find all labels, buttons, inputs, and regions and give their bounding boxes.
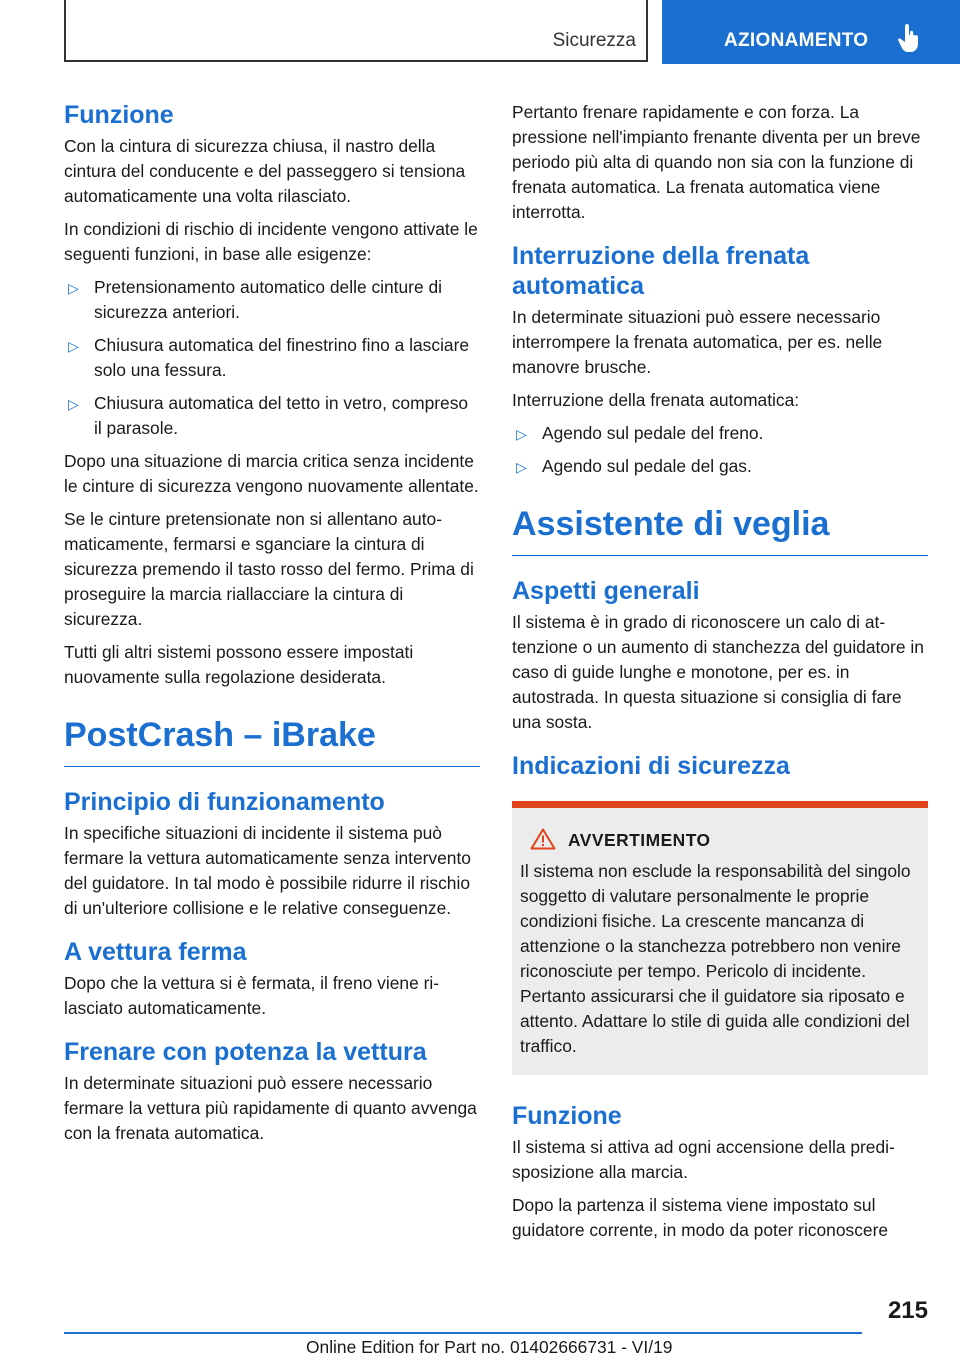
left-column: [64, 100, 480, 1146]
section-heading: Principio di funzionamento: [64, 788, 385, 816]
bullet-triangle-icon: ▷: [516, 459, 527, 475]
paragraph: Se le cinture pretensionate non si allentano automaticamente, fermarsi e sganciare la cintura di sicurezza premendo il tasto rosso del fermo. Prima di proseguire la marcia riallacciare la cintura di sicurezza.: [64, 509, 474, 629]
chapter-tab[interactable]: [662, 0, 960, 64]
paragraph: In determinate situazioni può essere necessario interrompere la frenata automatica, per es. nelle manovre brusche.: [512, 307, 883, 377]
bullet-triangle-icon: ▷: [516, 426, 527, 442]
chapter-tab-label: AZIONAMENTO: [724, 30, 869, 51]
section-title: Sicurezza: [552, 30, 636, 51]
hand-pointer-icon: [898, 24, 920, 52]
edition-note: Online Edition for Part no. 01402666731 - VI/19: [306, 1337, 673, 1357]
chapter-heading: PostCrash – iBrake: [64, 714, 480, 767]
warning-title: AVVERTIMENTO: [520, 830, 920, 851]
header-box: [64, 0, 648, 62]
paragraph: In condizioni di rischio di incidente vengono attivate le seguenti funzioni, in base alle esigenze:: [64, 219, 478, 264]
paragraph: In specifiche situazioni di incidente il sistema può fermare la vettura automaticamente senza intervento del guidatore. In tal modo è possibile ridurre il rischio di un'ulteriore collisione e le relative conseguenze.: [64, 823, 471, 918]
list-item: ▷ Agendo sul pedale del freno.: [512, 421, 928, 446]
list-item: ▷ Chiusura automatica del tetto in vetro, compreso il parasole.: [68, 393, 469, 438]
paragraph: In determinate situazioni può essere necessario fermare la vettura più rapidamente di quanto avvenga con la frenata automatica.: [64, 1073, 477, 1143]
paragraph: Il sistema si attiva ad ogni accensione della predisposizione alla marcia.: [512, 1137, 895, 1182]
bullet-triangle-icon: ▷: [68, 338, 79, 354]
list-item: ▷ Chiusura automatica del finestrino fino a lasciare solo una fessura.: [68, 335, 470, 380]
paragraph: Pertanto frenare rapidamente e con forza. La pressione nell'impianto frenante diventa per un breve periodo più alta di quando non sia con la funzione di frenata automatica. La frenata automatica viene interrotta.: [512, 102, 921, 222]
page-number: 215: [887, 1297, 928, 1324]
chapter-heading: Assistente di veglia: [512, 503, 928, 556]
bullet-triangle-icon: ▷: [68, 396, 79, 412]
section-heading: Funzione: [512, 1102, 622, 1130]
warning-triangle-icon: [530, 828, 556, 850]
list-item: ▷ Pretensionamento automatico delle cinture di sicurezza anteriori.: [68, 277, 443, 322]
bullet-triangle-icon: ▷: [68, 280, 79, 296]
section-heading: Indicazioni di sicurezza: [512, 752, 790, 780]
section-heading: Funzione: [64, 101, 174, 129]
paragraph: Tutti gli altri sistemi possono essere impostati nuovamente sulla regolazione desiderata.: [64, 642, 414, 687]
paragraph: Dopo una situazione di marcia critica senza incidente le cinture di sicurezza vengono nuovamente allentate.: [64, 451, 479, 496]
footer-divider: [64, 1332, 862, 1334]
paragraph: Interruzione della frenata automatica:: [512, 390, 800, 410]
section-heading: A vettura ferma: [64, 938, 247, 966]
right-column: [512, 100, 928, 1243]
list-item: ▷ Agendo sul pedale del gas.: [512, 454, 928, 479]
warning-box: [512, 801, 928, 1075]
paragraph: Il sistema è in grado di riconoscere un calo di attenzione o un aumento di stanchezza del guidatore in caso di guide lunghe e monotone, per es. in autostrada. In questa situazione si consiglia di fare una sosta.: [512, 612, 924, 732]
section-heading: Interruzione della frenata automatica: [512, 242, 810, 300]
warning-text: Il sistema non esclude la responsabilità del singolo soggetto di valutare personalmente le proprie condizioni fisiche. La crescente mancanza di attenzione o la stanchezza potrebbero non venire riconosciute per tempo. Pericolo di incidente. Pertanto assicurarsi che il guidatore sia riposato e attento. Adattare lo stile di guida alle condizioni del traffico.: [520, 861, 911, 1056]
paragraph: Dopo la partenza il sistema viene impostato sul guidatore corrente, in modo da poter riconoscere: [512, 1195, 889, 1240]
section-heading: Aspetti generali: [512, 577, 700, 605]
section-heading: Frenare con potenza la vettura: [64, 1038, 427, 1066]
paragraph: Dopo che la vettura si è fermata, il freno viene rilasciato automaticamente.: [64, 973, 440, 1018]
paragraph: Con la cintura di sicurezza chiusa, il nastro della cintura del conducente e del passeggero si tensiona automaticamente una volta rilasciato.: [64, 136, 466, 206]
